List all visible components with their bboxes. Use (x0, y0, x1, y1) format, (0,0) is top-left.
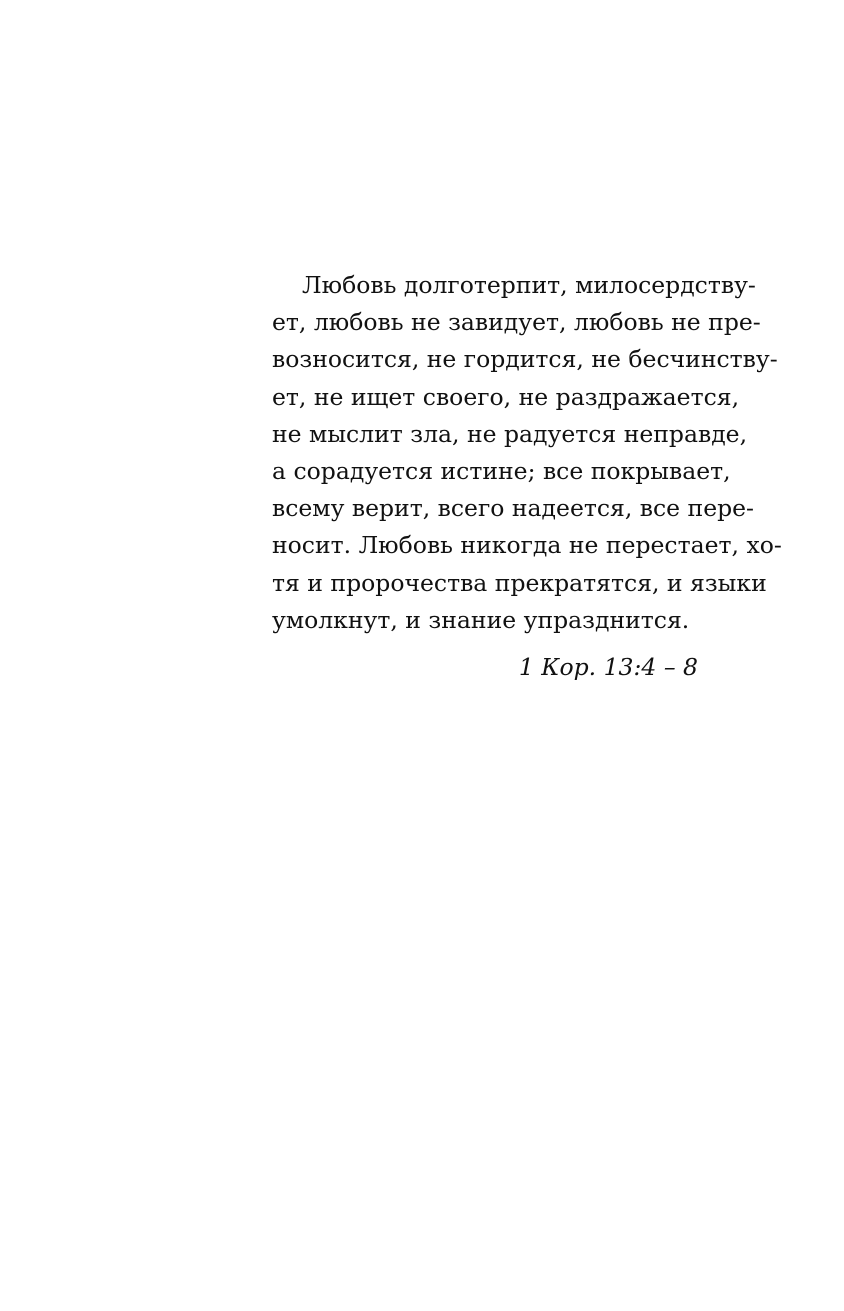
quote-line: а сорадуется истине; все покрывает, (272, 457, 731, 486)
epigraph (272, 267, 782, 686)
quote-line: Любовь долготерпит, милосердству- (302, 271, 756, 299)
quote-line: не мыслит зла, не радуется неправде, (272, 419, 748, 448)
epigraph-quote (272, 267, 782, 639)
quote-line: умолкнут, и знание упразднится. (272, 605, 690, 634)
quote-line: ет, не ищет своего, не раздражается, (272, 382, 740, 411)
quote-line: всему верит, всего надеется, все пере- (272, 494, 755, 523)
quote-line: носит. Любовь никогда не перестает, хо- (272, 531, 782, 560)
quote-line: возносится, не гордится, не бесчинству- (272, 345, 778, 374)
epigraph-source: 1 Кор. 13:4 – 8 (518, 653, 698, 682)
quote-line: ет, любовь не завидует, любовь не пре- (272, 308, 761, 337)
quote-line: тя и пророчества прекратятся, и языки (272, 568, 767, 597)
